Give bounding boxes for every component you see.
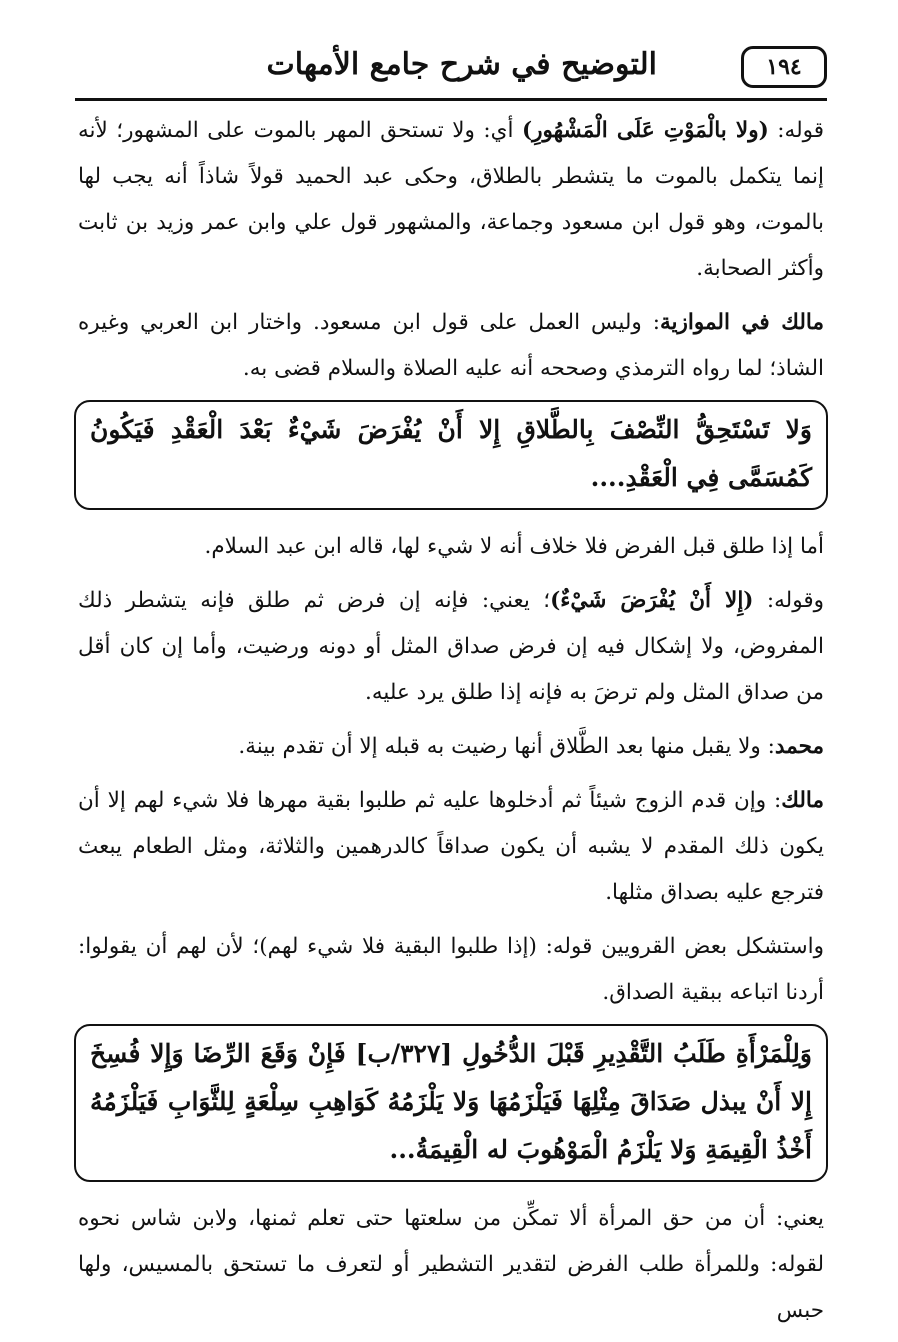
paragraph-text: : ولا يقبل منها بعد الطَّلاق أنها رضيت به قبله إلا أن تقدم بينة. (238, 734, 775, 759)
matn-box: وَلا تَسْتَحِقُّ النِّصْفَ بِالطَّلاقِ إِلا أَنْ يُفْرَضَ شَيْءٌ بَعْدَ الْعَقْدِ فَيَكُونُ كَمُسَمَّى فِي الْعَقْدِ.... (74, 400, 828, 510)
cited-authority: مالك (781, 788, 824, 813)
paragraph-lead: وقوله: (753, 588, 824, 613)
paragraph (78, 300, 824, 392)
paragraph (78, 724, 824, 770)
paragraph (78, 578, 824, 716)
running-title: التوضيح في شرح جامع الأمهات (266, 47, 657, 82)
matn-box: وَلِلْمَرْأَةِ طَلَبُ التَّقْدِيرِ قَبْلَ الدُّخُولِ [٣٢٧/ب] فَإِنْ وَقَعَ الرِّضَا وَإِلا فُسِخَ إِلا أَنْ يبذل صَدَاقَ مِثْلِهَا فَيَلْزَمُهَا وَلا يَلْزَمُهُ كَوَاهِبِ سِلْعَةٍ لِلثَّوَابِ فَيَلْزَمُهُ أَخْذُ الْقِيمَةِ وَلا يَلْزَمُ الْمَوْهُوبَ له الْقِيمَةُ... (74, 1024, 828, 1182)
cited-authority: مالك في الموازية (659, 310, 824, 335)
paragraph-text: أي: ولا تستحق المهر بالموت على المشهور؛ لأنه إنما يتكمل بالموت ما يتشطر بالطلاق، وحكى عبد الحميد قولاً شاذاً أنه يجب لها بالموت، وهو قول ابن مسعود وجماعة، والمشهور قول علي وابن عمر وزيد بن ثابت وأكثر الصحابة. (78, 118, 824, 281)
paragraph-text: : وليس العمل على قول ابن مسعود. واختار ابن العربي وغيره الشاذ؛ لما رواه الترمذي وصححه أنه عليه الصلاة والسلام قضى به. (78, 310, 824, 381)
paragraph: يعني: أن من حق المرأة ألا تمكِّن من سلعتها حتى تعلم ثمنها، ولابن شاس نحوه لقوله: وللمرأة طلب الفرض لتقدير التشطير أو لتعرف ما تستحق بالمسيس، ولها حبس (78, 1206, 824, 1323)
cited-authority: محمد (774, 734, 824, 759)
paragraph: واستشكل بعض القرويين قوله: (إذا طلبوا البقية فلا شيء لهم)؛ لأن لهم أن يقولوا: أردنا اتباعه ببقية الصداق. (78, 934, 824, 1005)
matn-quote: (ولا بالْمَوْتِ عَلَى الْمَشْهُورِ) (521, 118, 769, 143)
matn-quote: (إِلا أَنْ يُفْرَضَ شَيْءٌ) (550, 588, 754, 613)
page-body (78, 108, 824, 1342)
paragraph: أما إذا طلق قبل الفرض فلا خلاف أنه لا شيء لها، قاله ابن عبد السلام. (204, 534, 824, 559)
paragraph (78, 778, 824, 916)
paragraph-lead: قوله: (768, 118, 824, 143)
page-number: ١٩٤ (741, 46, 827, 88)
paragraph (78, 108, 824, 292)
paragraph-text: : وإن قدم الزوج شيئاً ثم أدخلوها عليه ثم طلبوا بقية مهرها فلا شيء لهم إلا أن يكون ذلك المقدم لا يشبه أن يكون صداقاً كالدرهمين والثلاثة، ومثل الطعام يبعث فترجع عليه بصداق مثلها. (78, 788, 824, 905)
paragraph-text: ؛ يعني: فإنه إن فرض ثم طلق فإنه يتشطر ذلك المفروض، ولا إشكال فيه إن فرض صداق المثل أو دونه ورضيت، وأما إن كان أقل من صداق المثل ولم ترضَ به فإنه إذا طلق يرد عليه. (78, 588, 824, 705)
page-header (75, 40, 827, 101)
